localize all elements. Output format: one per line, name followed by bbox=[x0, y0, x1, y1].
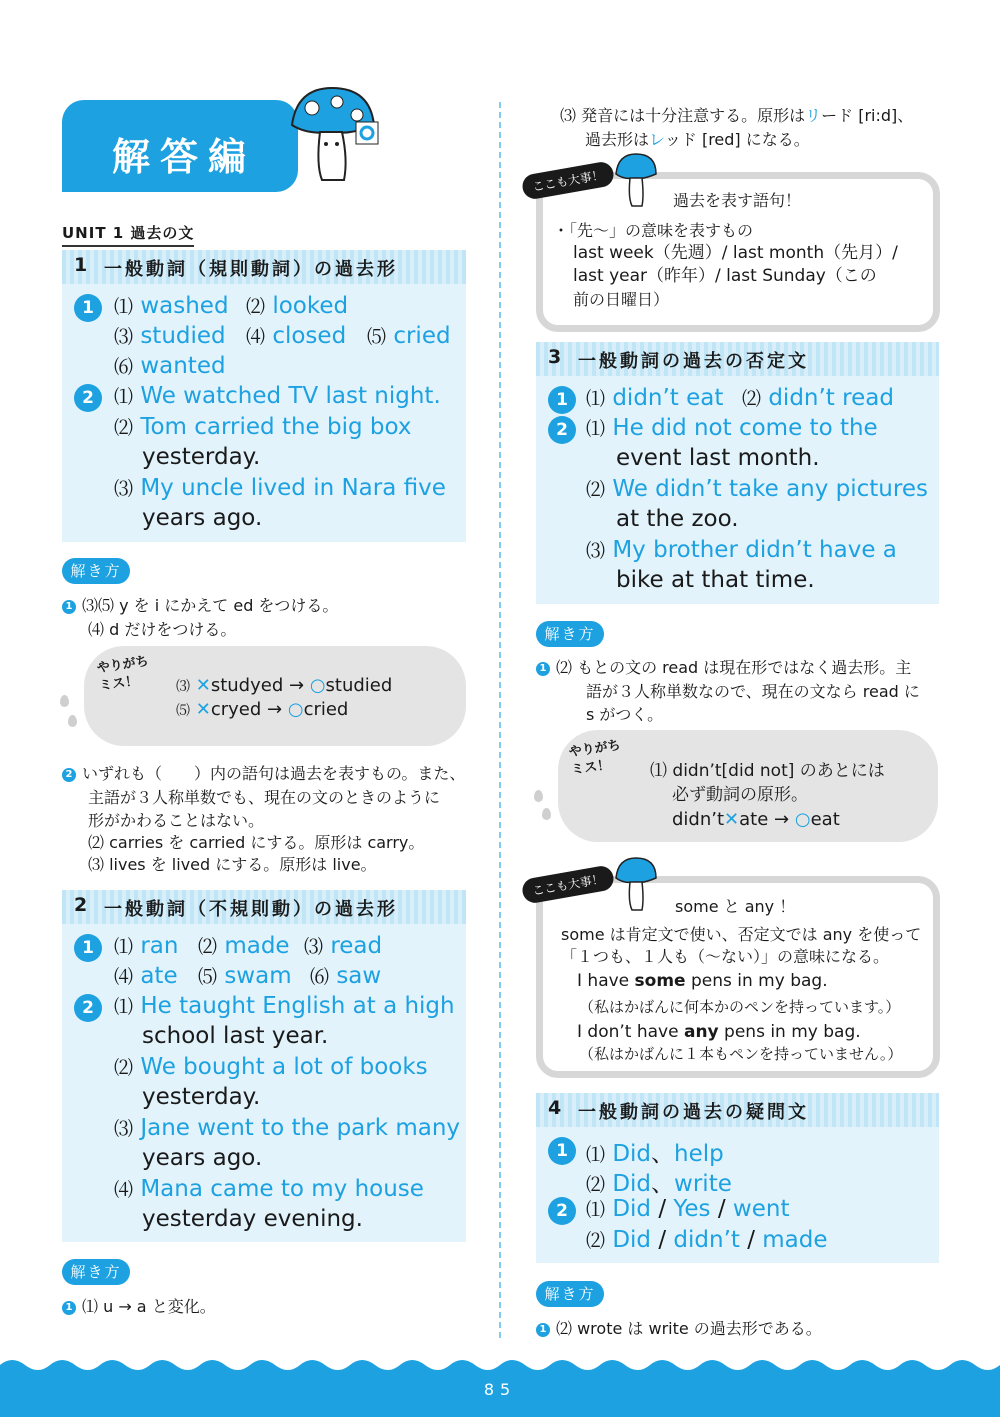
mistake-line: ⑸ ✕cryed → ○cried bbox=[176, 699, 349, 720]
item-num: ⑸ bbox=[367, 326, 387, 348]
section-3-body: 1 ⑴ didn’t eat ⑵ didn’t read 2 ⑴ He did not come to the event last month. ⑵ We didn’t take any pictures at the zoo. ⑶ My brother didn’t have a bike at that time. bbox=[536, 376, 939, 604]
drop-icon bbox=[68, 715, 77, 727]
answer: My brother didn’t have a bbox=[612, 537, 897, 563]
section-title: 一般動詞（不規則動）の過去形 bbox=[104, 899, 398, 920]
mistake-line: 必ず動詞の原形。 bbox=[672, 785, 808, 805]
answer: We bought a lot of books bbox=[140, 1054, 428, 1080]
page-title: 解答編 bbox=[112, 135, 257, 179]
note-line: 2 いずれも（ ）内の語句は過去を表すもの。また、 bbox=[62, 762, 465, 785]
answer: Jane went to the park many bbox=[140, 1115, 461, 1141]
column-divider bbox=[499, 102, 501, 1338]
answer: looked bbox=[272, 293, 349, 319]
item-num: ⑹ bbox=[114, 356, 134, 378]
mistake-line: didn’t✕ate → ○eat bbox=[672, 809, 840, 830]
tip-line: 「１つも、１人も（～ない）」の意味になる。 bbox=[561, 947, 890, 966]
answer: We watched TV last night. bbox=[140, 383, 441, 409]
section-1-body bbox=[62, 284, 466, 542]
section-title: 一般動詞の過去の疑問文 bbox=[578, 1102, 809, 1123]
question-number: 1 bbox=[548, 1137, 576, 1165]
answer: Mana came to my house bbox=[140, 1176, 424, 1202]
note-line: ⑶ lives を lived にする。原形は live。 bbox=[88, 855, 377, 874]
tip-line: I have some pens in my bag. bbox=[577, 971, 828, 991]
question-number: 1 bbox=[548, 386, 576, 414]
title-tab bbox=[62, 100, 298, 192]
answer: washed bbox=[140, 293, 229, 319]
answer: saw bbox=[336, 963, 382, 989]
section-3-header bbox=[536, 342, 939, 376]
section-2-header bbox=[62, 890, 466, 924]
answer: made bbox=[224, 933, 290, 959]
section-4-body: 1 ⑴ Did、help ⑵ Did、write 2 ⑴ Did / Yes / went ⑵ Did / didn’t / made bbox=[536, 1127, 939, 1263]
drop-icon bbox=[542, 808, 551, 820]
tip-line: ・「先～」の意味を表すもの bbox=[553, 221, 754, 240]
common-mistake-box bbox=[84, 646, 466, 746]
tip-line: last year（昨年）/ last Sunday（この bbox=[573, 266, 877, 286]
tip-box bbox=[536, 172, 940, 332]
tip-box bbox=[536, 876, 940, 1078]
mistake-line: ⑴ didn’t[did not] のあとには bbox=[650, 761, 885, 781]
important-badge: ここも大事！ bbox=[521, 864, 616, 905]
drop-icon bbox=[60, 695, 69, 707]
question-number: 1 bbox=[74, 294, 102, 322]
mushroom-mascot-icon bbox=[612, 152, 660, 210]
section-4-header bbox=[536, 1093, 939, 1127]
note-line: ⑷ d だけをつける。 bbox=[88, 620, 237, 639]
mushroom-mascot-icon bbox=[282, 80, 382, 195]
answer: My uncle lived in Nara five bbox=[140, 475, 446, 501]
answer: We didn’t take any pictures bbox=[612, 476, 928, 502]
howto-label: 解き方 bbox=[62, 1259, 130, 1285]
note-line: ⑵ carries を carried にする。原形は carry。 bbox=[88, 833, 425, 852]
answer: He did not come to the bbox=[612, 415, 878, 441]
mistake-line: ⑶ ✕studyed → ○studied bbox=[176, 675, 393, 696]
section-number: 4 bbox=[548, 1097, 562, 1119]
answer: cried bbox=[393, 323, 451, 349]
answer: yesterday. bbox=[142, 444, 261, 470]
section-2-body: 1 ⑴ ran ⑵ made ⑶ read ⑷ ate ⑸ swam ⑹ saw 2 ⑴ He taught English at a high school last year. ⑵ We bought a lot of books yesterday. ⑶ Jane went to the park many years ago. ⑷ Mana came to my house yesterday evening. bbox=[62, 924, 466, 1242]
note-line: 形がかわることはない。 bbox=[88, 811, 265, 830]
common-mistake-box bbox=[558, 730, 938, 842]
answer: at the zoo. bbox=[616, 506, 739, 532]
important-badge: ここも大事！ bbox=[521, 160, 616, 201]
mushroom-mascot-icon bbox=[612, 856, 660, 914]
answer: school last year. bbox=[142, 1023, 329, 1049]
answer: years ago. bbox=[142, 1145, 263, 1171]
item-num: ⑶ bbox=[114, 478, 134, 500]
answer: event last month. bbox=[616, 445, 820, 471]
question-number: 2 bbox=[548, 416, 576, 444]
answer: ate bbox=[140, 963, 178, 989]
unit-label: UNIT 1 過去の文 bbox=[62, 222, 194, 247]
item-num: ⑶ bbox=[114, 326, 134, 348]
answer: Tom carried the big box bbox=[140, 414, 412, 440]
section-title: 一般動詞（規則動詞）の過去形 bbox=[104, 259, 398, 280]
tip-line: last week（先週）/ last month（先月）/ bbox=[573, 243, 898, 263]
item-num: ⑵ bbox=[114, 417, 134, 439]
tip-line: some は肯定文で使い、否定文では any を使って bbox=[561, 925, 922, 944]
section-number: 3 bbox=[548, 346, 562, 368]
item-num: ⑷ bbox=[246, 326, 266, 348]
question-number: 1 bbox=[74, 934, 102, 962]
section-number: 2 bbox=[74, 894, 88, 916]
mistake-label: やりがち ミス！ bbox=[95, 654, 150, 695]
section-title: 一般動詞の過去の否定文 bbox=[578, 351, 809, 372]
answer: studied bbox=[140, 323, 226, 349]
section-number: 1 bbox=[74, 254, 88, 276]
answer: closed bbox=[272, 323, 347, 349]
tip-line: （私はかばんに何本かのペンを持っています。） bbox=[579, 998, 901, 1016]
note-line: 主語が３人称単数でも、現在の文のときのように bbox=[88, 788, 441, 807]
note-line: ⑶ 発音には十分注意する。原形はリード [ri:d]、 bbox=[560, 106, 914, 125]
question-number: 2 bbox=[74, 994, 102, 1022]
answer: He taught English at a high bbox=[140, 993, 455, 1019]
note-line: 1 ⑶⑸ y を i にかえて ed をつける。 bbox=[62, 594, 338, 617]
tip-title: 過去を表す語句！ bbox=[673, 191, 802, 210]
section-1-header bbox=[62, 250, 466, 284]
answer: didn’t read bbox=[768, 385, 894, 411]
answer: yesterday. bbox=[142, 1084, 261, 1110]
answer: yesterday evening. bbox=[142, 1206, 363, 1232]
note-line: 1 ⑵ wrote は write の過去形である。 bbox=[536, 1317, 822, 1340]
answer: years ago. bbox=[142, 505, 263, 531]
answer: bike at that time. bbox=[616, 567, 815, 593]
item-num: ⑴ bbox=[114, 386, 134, 408]
note-line: 語が３人称単数なので、現在の文なら read に bbox=[586, 682, 920, 701]
drop-icon bbox=[534, 790, 543, 802]
answer: wanted bbox=[140, 353, 226, 379]
howto-label: 解き方 bbox=[536, 1281, 604, 1307]
page-number: 85 bbox=[483, 1380, 517, 1399]
question-number: 2 bbox=[548, 1197, 576, 1225]
answer: ran bbox=[140, 933, 179, 959]
tip-line: I don’t have any pens in my bag. bbox=[577, 1022, 861, 1042]
answer: read bbox=[330, 933, 383, 959]
note-line: s がつく。 bbox=[586, 705, 664, 724]
note-line: 1 ⑵ もとの文の read は現在形ではなく過去形。主 bbox=[536, 656, 911, 679]
howto-label: 解き方 bbox=[536, 621, 604, 647]
tip-line: 前の日曜日） bbox=[573, 290, 670, 309]
howto-label: 解き方 bbox=[62, 558, 130, 584]
tip-line: （私はかばんに１本もペンを持っていません。） bbox=[579, 1045, 903, 1063]
note-line: 1 ⑴ u → a と変化。 bbox=[62, 1295, 216, 1318]
answer: didn’t eat bbox=[612, 385, 724, 411]
item-num: ⑵ bbox=[246, 296, 266, 318]
answer: swam bbox=[224, 963, 292, 989]
mistake-label: やりがち ミス！ bbox=[567, 738, 622, 779]
question-number: 2 bbox=[74, 384, 102, 412]
tip-title: some と any ！ bbox=[675, 897, 796, 916]
item-num: ⑴ bbox=[114, 296, 134, 318]
note-line: 過去形はレッド [red] になる。 bbox=[585, 130, 810, 149]
